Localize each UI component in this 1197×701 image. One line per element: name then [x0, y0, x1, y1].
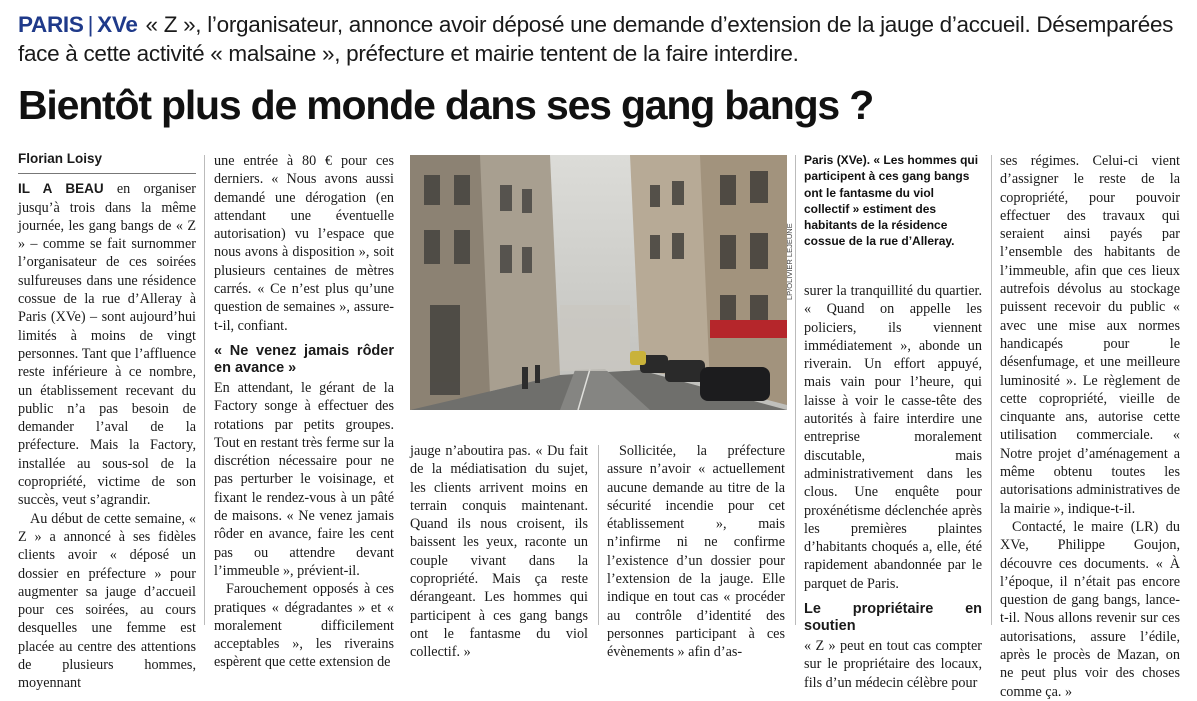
column-rule	[598, 445, 599, 625]
kicker-separator: |	[87, 12, 94, 37]
article-column-2	[214, 152, 394, 672]
kicker-district: XVe	[97, 12, 138, 37]
article-column-6	[1000, 152, 1180, 701]
column-rule	[795, 155, 796, 625]
photo-caption: Paris (XVe). « Les hommes qui participent à ces gang bangs ont le fantasme du viol collectif » estiment des habitants de la résidence cossue de la rue d’Alleray.	[804, 153, 979, 249]
paragraph: Sollicitée, la préfecture assure n’avoir « actuellement aucune demande au titre de la sécurité incendie pour cet établissement », mais n’infirme ni ne confirme l’existence d’un dossier pour l’extension de la jauge. Elle indique en tout cas « procéder au contrôle d’identité des personnes participant à ces évènements » afin d’as-	[607, 443, 785, 661]
column-rule	[991, 155, 992, 625]
paragraph: surer la tranquillité du quartier. « Quand on appelle les policiers, ils viennent immédiatement », abonde un riverain. Un effort appuyé, mais vain pour l’heure, qui laisse à voir le casse-tête des autorités à faire interdire une entreprise moralement discutable, mais administrativement dans les clous. Une enquête pour proxénétisme déclenchée après les premières plaintes d’habitants choqués a, elle, été rapidement abandonnée par le parquet de Paris.	[804, 283, 982, 592]
paragraph: une entrée à 80 € pour ces derniers. « Nous avons aussi demandé une dérogation (en attendant une éventuelle autorisation) vu l’espace que nous avons à disposition », soit plusieurs centaines de mètres carrés. « Ce n’est plus qu’une question de semaines », assure-t-il, confiant.	[214, 153, 394, 334]
lead-in: IL A BEAU	[18, 181, 104, 197]
paragraph: Contacté, le maire (LR) du XVe, Philippe Goujon, découvre ces documents. « À l’époque, il n’était pas encore question de gang bangs, lance-t-il. Nous allons revenir sur ces autorisations, assure l’édile, après le procès de Mazan, on ne peut plus voir des choses comme ça. »	[1000, 518, 1180, 700]
article-column-5	[804, 282, 982, 692]
paragraph: En attendant, le gérant de la Factory songe à effectuer des rotations par petits groupes. Tout en restant très ferme sur la discrétion nécessaire pour ne pas perturber le voisinage, et fixant le rendez-vous à un pâté de maisons. « Ne venez jamais rôder en avance, faire les cent pas ou attendre devant l’immeuble », prévient-il.	[214, 379, 394, 579]
article-column-3	[410, 442, 588, 662]
paragraph: Farouchement opposés à ces pratiques « dégradantes » et « moralement difficilement acceptables », les riverains espèrent que cette extension de	[214, 581, 394, 671]
kicker-location: PARIS	[18, 12, 84, 37]
kicker	[18, 10, 1183, 68]
byline: Florian Loisy	[18, 150, 196, 174]
photo-credit: LP/OLIVIER LEJEUNE	[785, 223, 794, 300]
paragraph: IL A BEAU en organiser jusqu’à trois dans la même journée, les gang bangs de « Z » – comme se fait surnommer l’organisateur de ces soirées sulfureuses dans une résidence cossue de la rue d’Alleray à Paris (XVe) – sont aujourd’hui limités à moins de vingt personnes. Tant que l’affluence reste inférieure à ce nombre, un établissement recevant du public n’a pas besoin de demander l’aval de la préfecture. Mais la Factory, installée au sous-sol de la copropriété, victime de son succès, veut s’agrandir.	[18, 181, 196, 509]
paragraph: jauge n’aboutira pas. « Du fait de la médiatisation du sujet, les clients arrivent moins en terrain conquis maintenant. Quand ils nous croisent, ils baissent les yeux, raconte un couple vivant dans la copropriété. Mais ça reste dérangeant. Les hommes qui participent à ces gang bangs ont le fantasme du viol collectif. »	[410, 443, 588, 661]
paragraph: ses régimes. Celui-ci vient d’assigner le reste de la copropriété, pour pouvoir effectuer des travaux qui seraient ainsi payés par l’ensemble des habitants de l’immeuble, afin que ces lieux autrefois dévolus au stockage puissent recevoir du public « avec une mise aux normes handicapés pour le désenfumage, et une meilleure luminosité ». Le règlement de cette copropriété, vieille de cinquante ans, autorise cette utilisation commerciale. « Notre projet d’aménagement a même obtenu toutes les autorisations administratives de la mairie », indique-t-il.	[1000, 153, 1180, 517]
column-rule	[204, 155, 205, 625]
paragraph: Au début de cette semaine, « Z » a annoncé à ses fidèles clients avoir « déposé un dossier en préfecture » pour augmenter sa jauge d’accueil pour ces soirées, au cours desquelles une femme est placée au centre des attentions de plusieurs hommes, moyennant	[18, 510, 196, 692]
headline: Bientôt plus de monde dans ses gang bangs ?	[18, 82, 874, 128]
subheading: « Ne venez jamais rôder en avance »	[214, 342, 394, 376]
article-column-4	[607, 442, 785, 662]
kicker-text: « Z », l’organisateur, annonce avoir déposé une demande d’extension de la jauge d’accueil. Désemparées face à cette activité « malsaine », préfecture et mairie tentent de la faire interdire.	[18, 12, 1174, 66]
article-column-1	[18, 150, 196, 693]
street-photo	[410, 155, 787, 410]
subheading: Le propriétaire en soutien	[804, 601, 982, 635]
paragraph: « Z » peut en tout cas compter sur le propriétaire des locaux, fils d’un médecin célèbre pour	[804, 638, 982, 691]
street-illustration	[410, 155, 787, 410]
